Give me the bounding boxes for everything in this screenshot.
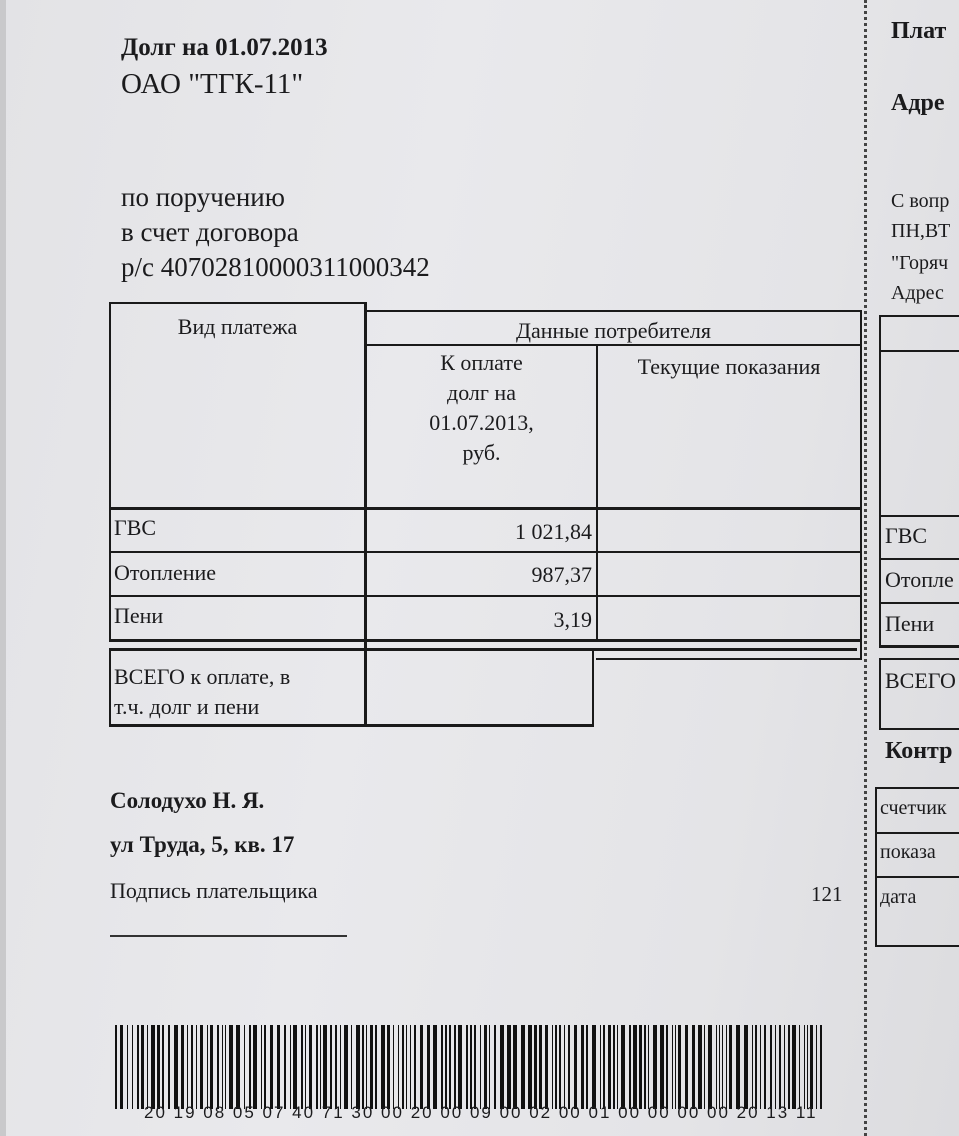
- barcode-bar: [613, 1025, 615, 1109]
- barcode-bar: [244, 1025, 245, 1109]
- header-to-pay-line-3: 01.07.2013,: [429, 410, 534, 435]
- barcode-bar: [293, 1025, 297, 1109]
- barcode-bar: [305, 1025, 306, 1109]
- barcode-bar: [810, 1025, 813, 1109]
- barcode-bar: [675, 1025, 676, 1109]
- barcode-bar: [207, 1025, 208, 1109]
- barcode-bar: [648, 1025, 649, 1109]
- barcode-bar: [608, 1025, 611, 1109]
- stub-row-hot-water: ГВС: [885, 523, 928, 548]
- barcode-bar: [672, 1025, 673, 1109]
- total-label-line-2: т.ч. долг и пени: [114, 694, 260, 719]
- barcode-bar: [362, 1025, 364, 1109]
- row-label-hot-water: ГВС: [114, 515, 157, 540]
- barcode-bar: [545, 1025, 548, 1109]
- barcode-bar: [393, 1025, 394, 1109]
- row-label-heating: Отопление: [114, 560, 217, 585]
- header-consumer-data: Данные потребителя: [516, 318, 711, 343]
- barcode-bar: [433, 1025, 437, 1109]
- barcode-bar: [644, 1025, 646, 1109]
- payment-table: [109, 302, 862, 726]
- barcode-bar: [320, 1025, 321, 1109]
- barcode-bar: [200, 1025, 203, 1109]
- row-amount-penalties: 3,19: [553, 607, 592, 632]
- stub-line-3: "Горяч: [891, 252, 949, 274]
- perforation-line: [864, 0, 867, 1136]
- barcode-bar: [249, 1025, 251, 1109]
- barcode-bar: [653, 1025, 657, 1109]
- barcode-bar: [458, 1025, 462, 1109]
- stub-line-4: Адрес: [891, 282, 944, 304]
- barcode-bar: [137, 1025, 139, 1109]
- barcode-bar: [181, 1025, 184, 1109]
- stub-row-heating: Отопле: [885, 567, 954, 592]
- barcode-bar: [454, 1025, 456, 1109]
- barcode-bar: [264, 1025, 266, 1109]
- barcode-bar: [210, 1025, 213, 1109]
- header-payment-type: Вид платежа: [177, 314, 298, 339]
- barcode-bar: [427, 1025, 430, 1109]
- payer-name: Солодухо Н. Я.: [110, 788, 265, 813]
- company-name: ОАО "ТГК-11": [121, 68, 304, 100]
- signature-label: Подпись плательщика: [110, 878, 318, 903]
- barcode-bar: [719, 1025, 720, 1109]
- header-current-readings: Текущие показания: [637, 354, 821, 379]
- barcode-bar: [222, 1025, 223, 1109]
- barcode-bar: [698, 1025, 702, 1109]
- header-to-pay: [367, 348, 596, 468]
- barcode-bar: [726, 1025, 727, 1109]
- barcode-bar: [316, 1025, 318, 1109]
- barcode-bar: [398, 1025, 399, 1109]
- barcode-bar: [521, 1025, 525, 1109]
- barcode-bar: [261, 1025, 262, 1109]
- barcode-bar: [678, 1025, 681, 1109]
- barcode-bar: [574, 1025, 577, 1109]
- total-label: [114, 662, 290, 722]
- barcode-bar: [507, 1025, 511, 1109]
- barcode-bar: [480, 1025, 481, 1109]
- barcode-digits: 20 19 08 05 07 40 71 30 00 20 00 09 00 02 00 01 00 00 00 00 20 13 11: [144, 1103, 818, 1122]
- barcode-bar: [534, 1025, 537, 1109]
- barcode-bar: [484, 1025, 487, 1109]
- barcode-bar: [528, 1025, 532, 1109]
- barcode-bar: [621, 1025, 625, 1109]
- barcode-bar: [788, 1025, 790, 1109]
- barcode-bar: [225, 1025, 226, 1109]
- barcode-bar: [174, 1025, 178, 1109]
- barcode-bar: [387, 1025, 390, 1109]
- barcode-bar: [168, 1025, 170, 1109]
- barcode-bar: [351, 1025, 352, 1109]
- barcode-bar: [716, 1025, 717, 1109]
- barcode-bar: [375, 1025, 377, 1109]
- barcode-bar: [779, 1025, 781, 1109]
- barcode-bar: [552, 1025, 553, 1109]
- barcode-bar: [555, 1025, 557, 1109]
- barcode-bar: [586, 1025, 588, 1109]
- debt-title: Долг на 01.07.2013: [121, 34, 328, 61]
- barcode-bar: [820, 1025, 822, 1109]
- barcode-bar: [157, 1025, 160, 1109]
- barcode-bar: [729, 1025, 732, 1109]
- barcode-bar: [335, 1025, 337, 1109]
- barcode-bar: [799, 1025, 800, 1109]
- barcode-bar: [236, 1025, 240, 1109]
- barcode-bar: [660, 1025, 664, 1109]
- barcode-bar: [120, 1025, 123, 1109]
- barcode-bar: [666, 1025, 668, 1109]
- row-amount-hot-water: 1 021,84: [515, 519, 592, 544]
- barcode-bar: [370, 1025, 373, 1109]
- barcode-bar: [500, 1025, 504, 1109]
- barcode-bar: [755, 1025, 757, 1109]
- header-to-pay-line-4: руб.: [462, 440, 501, 465]
- barcode-bar: [217, 1025, 219, 1109]
- barcode-bar: [629, 1025, 631, 1109]
- barcode-bar: [736, 1025, 740, 1109]
- barcode-bar: [770, 1025, 772, 1109]
- barcode-bar: [340, 1025, 341, 1109]
- barcode-bar: [196, 1025, 197, 1109]
- barcode-bar: [162, 1025, 164, 1109]
- barcode-bar: [633, 1025, 637, 1109]
- stub-control-title: Контр: [885, 738, 953, 764]
- barcode-bar: [466, 1025, 468, 1109]
- barcode-bar: [775, 1025, 776, 1109]
- barcode-bar: [494, 1025, 496, 1109]
- barcode-bar: [617, 1025, 618, 1109]
- barcode: [115, 1025, 831, 1109]
- barcode-bar: [784, 1025, 785, 1109]
- barcode-bar: [474, 1025, 476, 1109]
- barcode-bar: [381, 1025, 385, 1109]
- barcode-bar: [592, 1025, 596, 1109]
- receipt-paper: [6, 0, 959, 1136]
- stub-title: Плат: [891, 18, 947, 44]
- barcode-bar: [441, 1025, 443, 1109]
- barcode-bar: [132, 1025, 133, 1109]
- stub-address-title: Адре: [891, 90, 945, 116]
- barcode-bar: [559, 1025, 561, 1109]
- total-label-line-1: ВСЕГО к оплате, в: [114, 664, 291, 689]
- barcode-bar: [564, 1025, 565, 1109]
- barcode-bar: [489, 1025, 490, 1109]
- barcode-bar: [704, 1025, 705, 1109]
- barcode-bar: [253, 1025, 257, 1109]
- barcode-bar: [792, 1025, 796, 1109]
- barcode-bar: [600, 1025, 601, 1109]
- row-amount-heating: 987,37: [531, 562, 592, 587]
- payer-address: ул Труда, 5, кв. 17: [110, 832, 295, 857]
- stub-line-2: ПН,ВТ: [891, 220, 951, 242]
- barcode-bar: [449, 1025, 451, 1109]
- signature-line[interactable]: [110, 935, 347, 937]
- barcode-bar: [127, 1025, 128, 1109]
- header-to-pay-line-1: К оплате: [440, 350, 523, 375]
- barcode-bar: [603, 1025, 605, 1109]
- barcode-bar: [470, 1025, 472, 1109]
- barcode-bar: [764, 1025, 766, 1109]
- barcode-bar: [191, 1025, 193, 1109]
- barcode-bar: [410, 1025, 411, 1109]
- barcode-bar: [708, 1025, 712, 1109]
- barcode-bar: [141, 1025, 144, 1109]
- stub-row-penalties: Пени: [885, 611, 935, 636]
- barcode-bar: [402, 1025, 404, 1109]
- barcode-bar: [692, 1025, 695, 1109]
- barcode-bar: [760, 1025, 761, 1109]
- barcode-bar: [816, 1025, 817, 1109]
- barcode-bar: [147, 1025, 148, 1109]
- barcode-bar: [406, 1025, 407, 1109]
- header-to-pay-line-2: долг на: [447, 380, 516, 405]
- barcode-bar: [323, 1025, 327, 1109]
- barcode-bar: [722, 1025, 723, 1109]
- barcode-bar: [301, 1025, 303, 1109]
- barcode-bar: [420, 1025, 423, 1109]
- order-line-2: в счет договора: [121, 217, 299, 247]
- barcode-bar: [356, 1025, 360, 1109]
- barcode-bar: [685, 1025, 688, 1109]
- barcode-bar: [270, 1025, 273, 1109]
- page-number: 121: [811, 882, 843, 906]
- barcode-bar: [568, 1025, 570, 1109]
- barcode-bar: [229, 1025, 233, 1109]
- barcode-bar: [752, 1025, 753, 1109]
- barcode-bar: [284, 1025, 286, 1109]
- barcode-bar: [115, 1025, 117, 1109]
- barcode-bar: [804, 1025, 805, 1109]
- stub-control-meter: счетчик: [880, 797, 947, 819]
- stub-total: ВСЕГО: [885, 668, 956, 693]
- barcode-bar: [309, 1025, 312, 1109]
- barcode-bar: [807, 1025, 808, 1109]
- order-line-1: по поручению: [121, 182, 285, 212]
- barcode-bar: [187, 1025, 188, 1109]
- barcode-bar: [330, 1025, 332, 1109]
- stub-line-1: С вопр: [891, 190, 950, 212]
- barcode-bar: [277, 1025, 280, 1109]
- barcode-bar: [445, 1025, 447, 1109]
- barcode-bar: [366, 1025, 367, 1109]
- barcode-bar: [513, 1025, 517, 1109]
- barcode-bar: [539, 1025, 542, 1109]
- stub-control-date: дата: [880, 886, 917, 908]
- barcode-bar: [744, 1025, 748, 1109]
- barcode-bar: [290, 1025, 291, 1109]
- barcode-bar: [344, 1025, 348, 1109]
- barcode-bar: [151, 1025, 155, 1109]
- account-number: р/с 40702810000311000342: [121, 252, 430, 282]
- stub-control-reading: показа: [880, 841, 936, 863]
- barcode-bar: [639, 1025, 642, 1109]
- barcode-bar: [581, 1025, 584, 1109]
- row-label-penalties: Пени: [114, 603, 164, 628]
- barcode-bar: [414, 1025, 416, 1109]
